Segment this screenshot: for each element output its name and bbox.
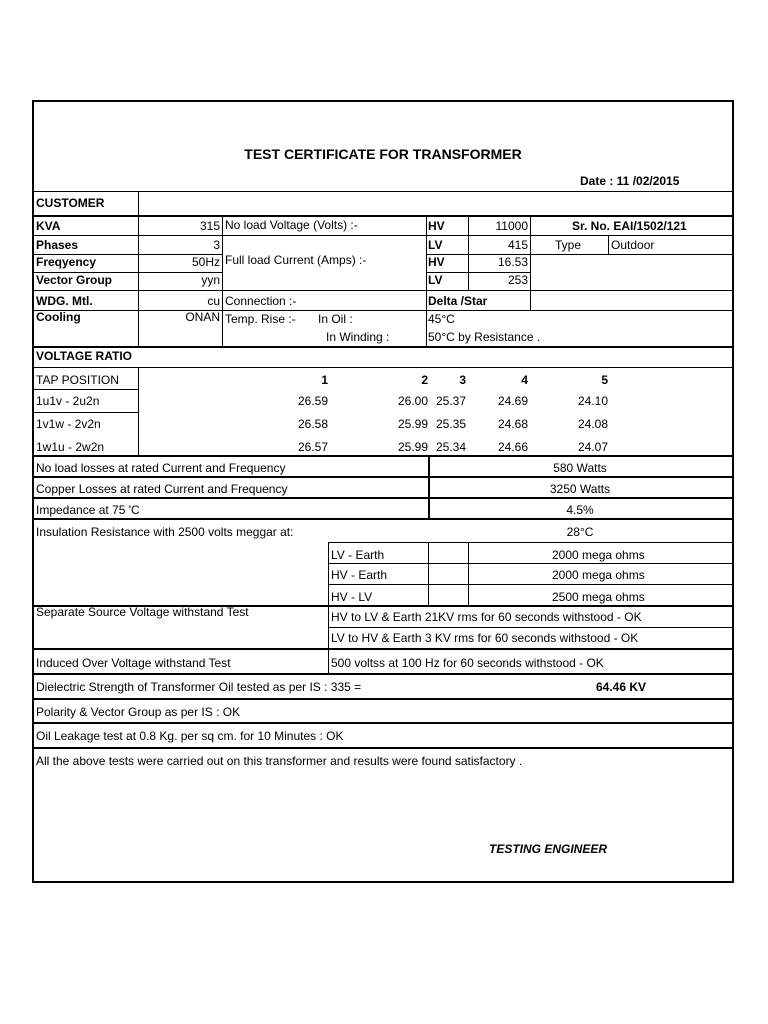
rule — [34, 518, 732, 520]
insulation-label: Insulation Resistance with 2500 volts meggar at: — [36, 525, 294, 539]
temp-rise-label: Temp. Rise :- — [225, 312, 296, 326]
rule — [34, 389, 138, 390]
rule — [426, 290, 732, 291]
voltage-ratio-heading: VOLTAGE RATIO — [36, 349, 132, 363]
impedance-value: 4.5% — [566, 503, 594, 517]
rule — [34, 290, 426, 291]
rule — [34, 455, 732, 457]
induced-over-voltage-value: 500 voltss at 100 Hz for 60 seconds withstood - OK — [331, 656, 604, 670]
rule — [328, 627, 732, 628]
rule — [428, 542, 429, 605]
ratio-value: 25.99 — [397, 417, 428, 431]
polarity-line: Polarity & Vector Group as per IS : OK — [36, 705, 241, 719]
insulation-row-value: 2000 mega ohms — [552, 568, 645, 582]
ratio-value: 24.07 — [577, 440, 608, 454]
insulation-row-label: HV - Earth — [331, 568, 388, 582]
separate-source-line-2: LV to HV & Earth 3 KV rms for 60 seconds withstood - OK — [331, 631, 639, 645]
ratio-value: 25.35 — [435, 417, 466, 431]
rule — [34, 673, 732, 675]
lv-label: LV — [428, 273, 443, 287]
phases-value: 3 — [213, 238, 220, 252]
full-load-current-label: Full load Current (Amps) :- — [225, 253, 367, 267]
tap-position-label: TAP POSITION — [36, 373, 119, 387]
separate-source-line-1: HV to LV & Earth 21KV rms for 60 seconds withstood - OK — [331, 610, 642, 624]
phases-label: Phases — [36, 238, 79, 252]
rule — [34, 698, 732, 700]
customer-label: CUSTOMER — [36, 196, 105, 210]
tap-header: 1 — [321, 373, 328, 387]
ratio-row-label: 1v1w - 2v2n — [36, 417, 101, 431]
no-load-losses-value: 580 Watts — [553, 461, 607, 475]
kva-value: 315 — [199, 219, 220, 233]
ratio-row-label: 1w1u - 2w2n — [36, 440, 105, 454]
rule — [530, 215, 531, 310]
ratio-row-label: 1u1v - 2u2n — [36, 394, 100, 408]
vector-group-label: Vector Group — [36, 273, 113, 287]
ratio-value: 25.99 — [397, 440, 428, 454]
ratio-value: 24.68 — [497, 417, 528, 431]
rule — [468, 542, 469, 605]
connection-label: Connection :- — [225, 294, 297, 308]
hv-label: HV — [428, 219, 445, 233]
insulation-row-label: HV - LV — [331, 590, 373, 604]
rule — [34, 497, 732, 499]
insulation-temp: 28°C — [566, 525, 594, 539]
hv-current-value: 16.53 — [497, 255, 528, 269]
tap-header: 4 — [521, 373, 528, 387]
rule — [426, 215, 427, 346]
tap-header: 2 — [421, 373, 428, 387]
insulation-row-value: 2000 mega ohms — [552, 548, 645, 562]
page-title: TEST CERTIFICATE FOR TRANSFORMER — [244, 146, 522, 162]
ratio-value: 26.59 — [297, 394, 328, 408]
ratio-value: 24.10 — [577, 394, 608, 408]
dielectric-value: 64.46 KV — [596, 680, 647, 694]
separate-source-label: Separate Source Voltage withstand Test — [36, 605, 249, 619]
cooling-label: Cooling — [36, 310, 81, 324]
ratio-value: 24.66 — [497, 440, 528, 454]
copper-losses-value: 3250 Watts — [549, 482, 611, 496]
rule — [34, 476, 732, 478]
cooling-value: ONAN — [185, 310, 220, 324]
insulation-row-value: 2500 mega ohms — [552, 590, 645, 604]
rule — [138, 367, 139, 455]
rule — [328, 584, 732, 585]
in-oil-value: 45°C — [428, 312, 455, 326]
type-label: Type — [555, 238, 582, 252]
frequency-label: Freqyency — [36, 255, 97, 269]
rule — [34, 346, 732, 348]
rule — [34, 747, 732, 749]
rule — [34, 722, 732, 724]
rule — [608, 235, 609, 254]
insulation-row-label: LV - Earth — [331, 548, 385, 562]
induced-over-voltage-label: Induced Over Voltage withstand Test — [36, 656, 231, 670]
ratio-value: 24.08 — [577, 417, 608, 431]
signatory: TESTING ENGINEER — [489, 842, 608, 856]
certificate-sheet — [32, 100, 734, 883]
rule — [328, 563, 732, 564]
kva-label: KVA — [36, 219, 61, 233]
conclusion-text: All the above tests were carried out on this transformer and results were found satisfactory . — [36, 754, 523, 768]
dielectric-label: Dielectric Strength of Transformer Oil tested as per IS : 335 = — [36, 680, 362, 694]
wdg-mtl-value: cu — [207, 294, 220, 308]
lv-label: LV — [428, 238, 443, 252]
in-winding-label: In Winding : — [326, 330, 390, 344]
lv-voltage-value: 415 — [507, 238, 528, 252]
no-load-losses-label: No load losses at rated Current and Frequency — [36, 461, 286, 475]
rule — [222, 215, 223, 346]
oil-leakage-line: Oil Leakage test at 0.8 Kg. per sq cm. for 10 Minutes : OK — [36, 729, 344, 743]
impedance-label: Impedance at 75 'C — [36, 503, 140, 517]
type-value: Outdoor — [611, 238, 655, 252]
lv-current-value: 253 — [507, 273, 528, 287]
hv-label: HV — [428, 255, 445, 269]
rule — [328, 542, 732, 543]
ratio-value: 26.57 — [297, 440, 328, 454]
no-load-voltage-label: No load Voltage (Volts) :- — [225, 218, 358, 232]
rule — [328, 542, 329, 673]
tap-header: 3 — [459, 373, 466, 387]
vector-group-value: yyn — [201, 273, 220, 287]
rule — [34, 412, 138, 413]
connection-value: Delta /Star — [428, 294, 488, 308]
serial-number: Sr. No. EAI/1502/121 — [572, 219, 687, 233]
rule — [138, 191, 139, 346]
frequency-value: 50Hz — [191, 255, 220, 269]
date: Date : 11 /02/2015 — [580, 174, 680, 188]
copper-losses-label: Copper Losses at rated Current and Frequency — [36, 482, 288, 496]
wdg-mtl-label: WDG. Mtl. — [36, 294, 93, 308]
in-oil-label: In Oil : — [318, 312, 353, 326]
ratio-value: 25.37 — [435, 394, 466, 408]
ratio-value: 25.34 — [435, 440, 466, 454]
rule — [34, 648, 732, 650]
hv-voltage-value: 11000 — [495, 219, 528, 233]
in-winding-value: 50°C by Resistance . — [428, 330, 541, 344]
ratio-value: 26.58 — [297, 417, 328, 431]
tap-header: 5 — [601, 373, 608, 387]
ratio-value: 24.69 — [497, 394, 528, 408]
ratio-value: 26.00 — [397, 394, 428, 408]
rule — [468, 215, 469, 290]
